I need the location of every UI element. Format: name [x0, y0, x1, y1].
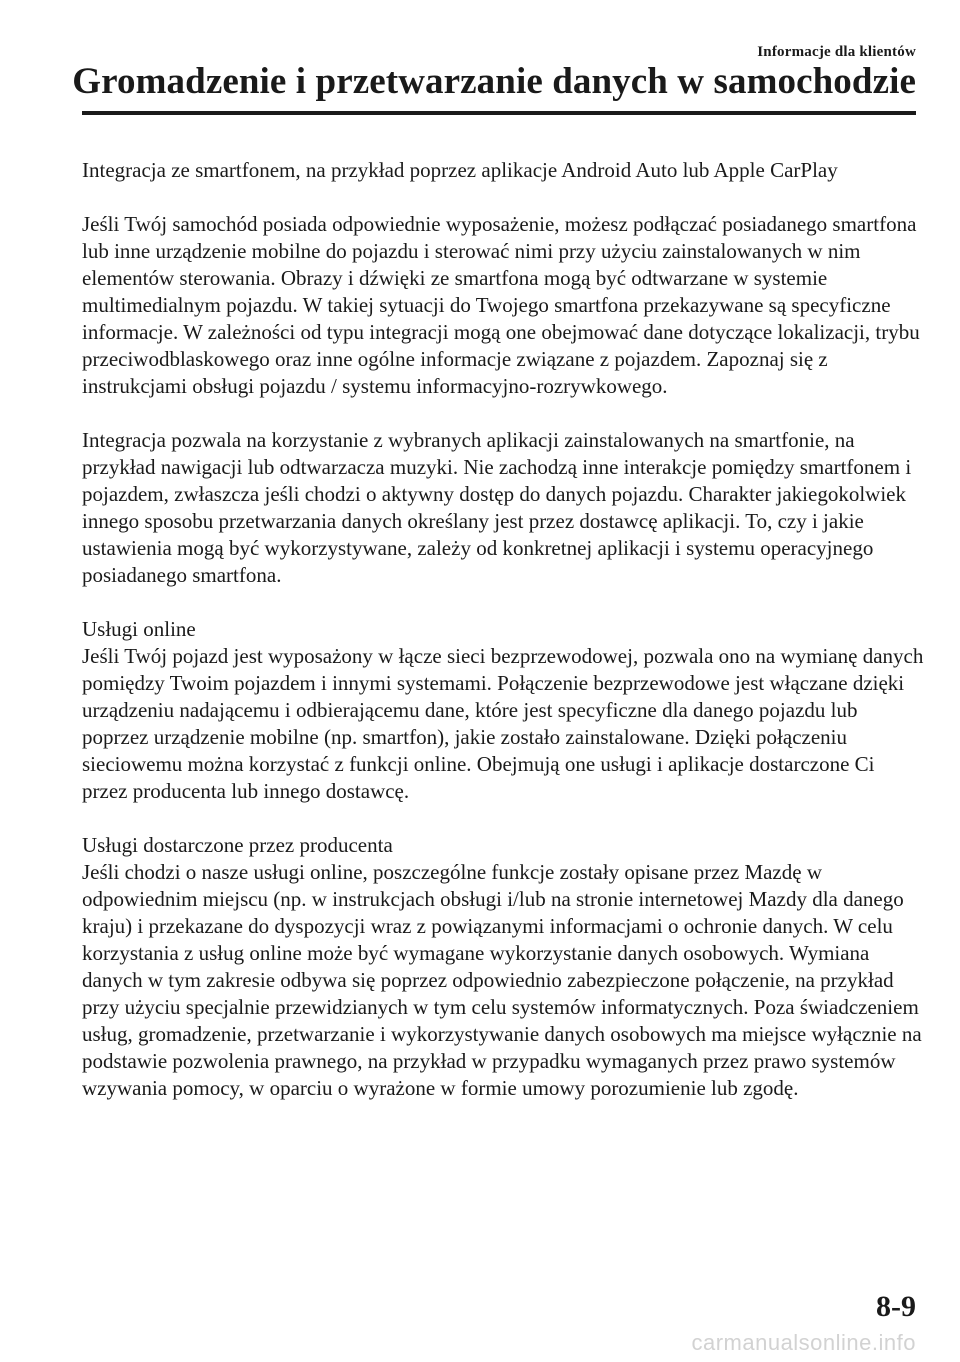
subheading-online-services: Usługi online	[82, 617, 196, 641]
paragraph: Jeśli chodzi o nasze usługi online, poszczególne funkcje zostały opisane przez Mazdę w odpowiednim miejscu (np. w instrukcjach obsługi i/lub na stronie internetowej Mazdy dla danego kraju) i przekazane do dyspozycji wraz z powiązanymi informacjami o ochronie danych. W celu korzystania z usług online może być wymagane wykorzystanie danych osobowych. Wymiana danych w tym zakresie odbywa się poprzez odpowiednio zabezpieczone połączenie, na przykład przy użyciu specjalnie przewidzianych w tym celu systemów informatycznych. Poza świadczeniem usług, gromadzenie, przetwarzanie i wykorzystywanie danych osobowych ma miejsce wyłącznie na podstawie pozwolenia prawnego, na przykład w przypadku wymaganych przez prawo systemów wzywania pomocy, w oparciu o wyrażone w formie umowy porozumienie lub zgodę.	[82, 860, 922, 1100]
paragraph: Integracja ze smartfonem, na przykład poprzez aplikacje Android Auto lub Apple CarPlay	[82, 158, 838, 182]
paragraph: Jeśli Twój samochód posiada odpowiednie wyposażenie, możesz podłączać posiadanego smartfona lub inne urządzenie mobilne do pojazdu i sterować nimi przy użyciu zainstalowanych w nim elementów sterowania. Obrazy i dźwięki ze smartfona mogą być odtwarzane w systemie multimedialnym pojazdu. W takiej sytuacji do Twojego smartfona przekazywane są specyficzne informacje. W zależności od typu integracji mogą one obejmować dane dotyczące lokalizacji, trybu przeciwodblaskowego oraz inne ogólne informacje związane z pojazdem. Zapoznaj się z instrukcjami obsługi pojazdu / systemu informacyjno-rozrywkowego.	[82, 212, 920, 398]
paragraph: Integracja pozwala na korzystanie z wybranych aplikacji zainstalowanych na smartfonie, na przykład nawigacji lub odtwarzacza muzyki. Nie zachodzą inne interakcje pomiędzy smartfonem i pojazdem, zwłaszcza jeśli chodzi o aktywny dostęp do danych pojazdu. Charakter jakiegokolwiek innego sposobu przetwarzania danych określany jest przez dostawcę aplikacji. To, czy i jakie ustawienia mogą być wykorzystywane, zależy od konkretnej aplikacji i systemu operacyjnego posiadanego smartfona.	[82, 428, 912, 587]
subheading-manufacturer-services: Usługi dostarczone przez producenta	[82, 833, 393, 857]
paragraph: Jeśli Twój pojazd jest wyposażony w łącze sieci bezprzewodowej, pozwala ono na wymianę danych pomiędzy Twoim pojazdem i innymi systemami. Połączenie bezprzewodowe jest włączane dzięki urządzeniu nadającemu i odbierającemu dane, które jest specyficzne dla danego pojazdu lub poprzez urządzenie mobilne (np. smartfon), jakie zostało zainstalowane. Dzięki połączeniu sieciowemu można korzystać z funkcji online. Obejmują one usługi i aplikacje dostarczone Ci przez producenta lub innego dostawcę.	[82, 644, 924, 803]
body-content	[82, 157, 924, 1129]
text-block-integration-apps	[82, 427, 924, 589]
text-block-smartphone-connection	[82, 211, 924, 400]
page-number: 8-9	[876, 1290, 916, 1323]
text-block-smartphone-integration-heading	[82, 157, 924, 184]
text-block-manufacturer-services	[82, 832, 924, 1102]
watermark: carmanualsonline.info	[691, 1330, 916, 1355]
section-label: Informacje dla klientów	[757, 44, 916, 60]
header-divider	[82, 111, 916, 115]
page-title: Gromadzenie i przetwarzanie danych w samochodzie	[72, 61, 916, 102]
text-block-online-services	[82, 616, 924, 805]
